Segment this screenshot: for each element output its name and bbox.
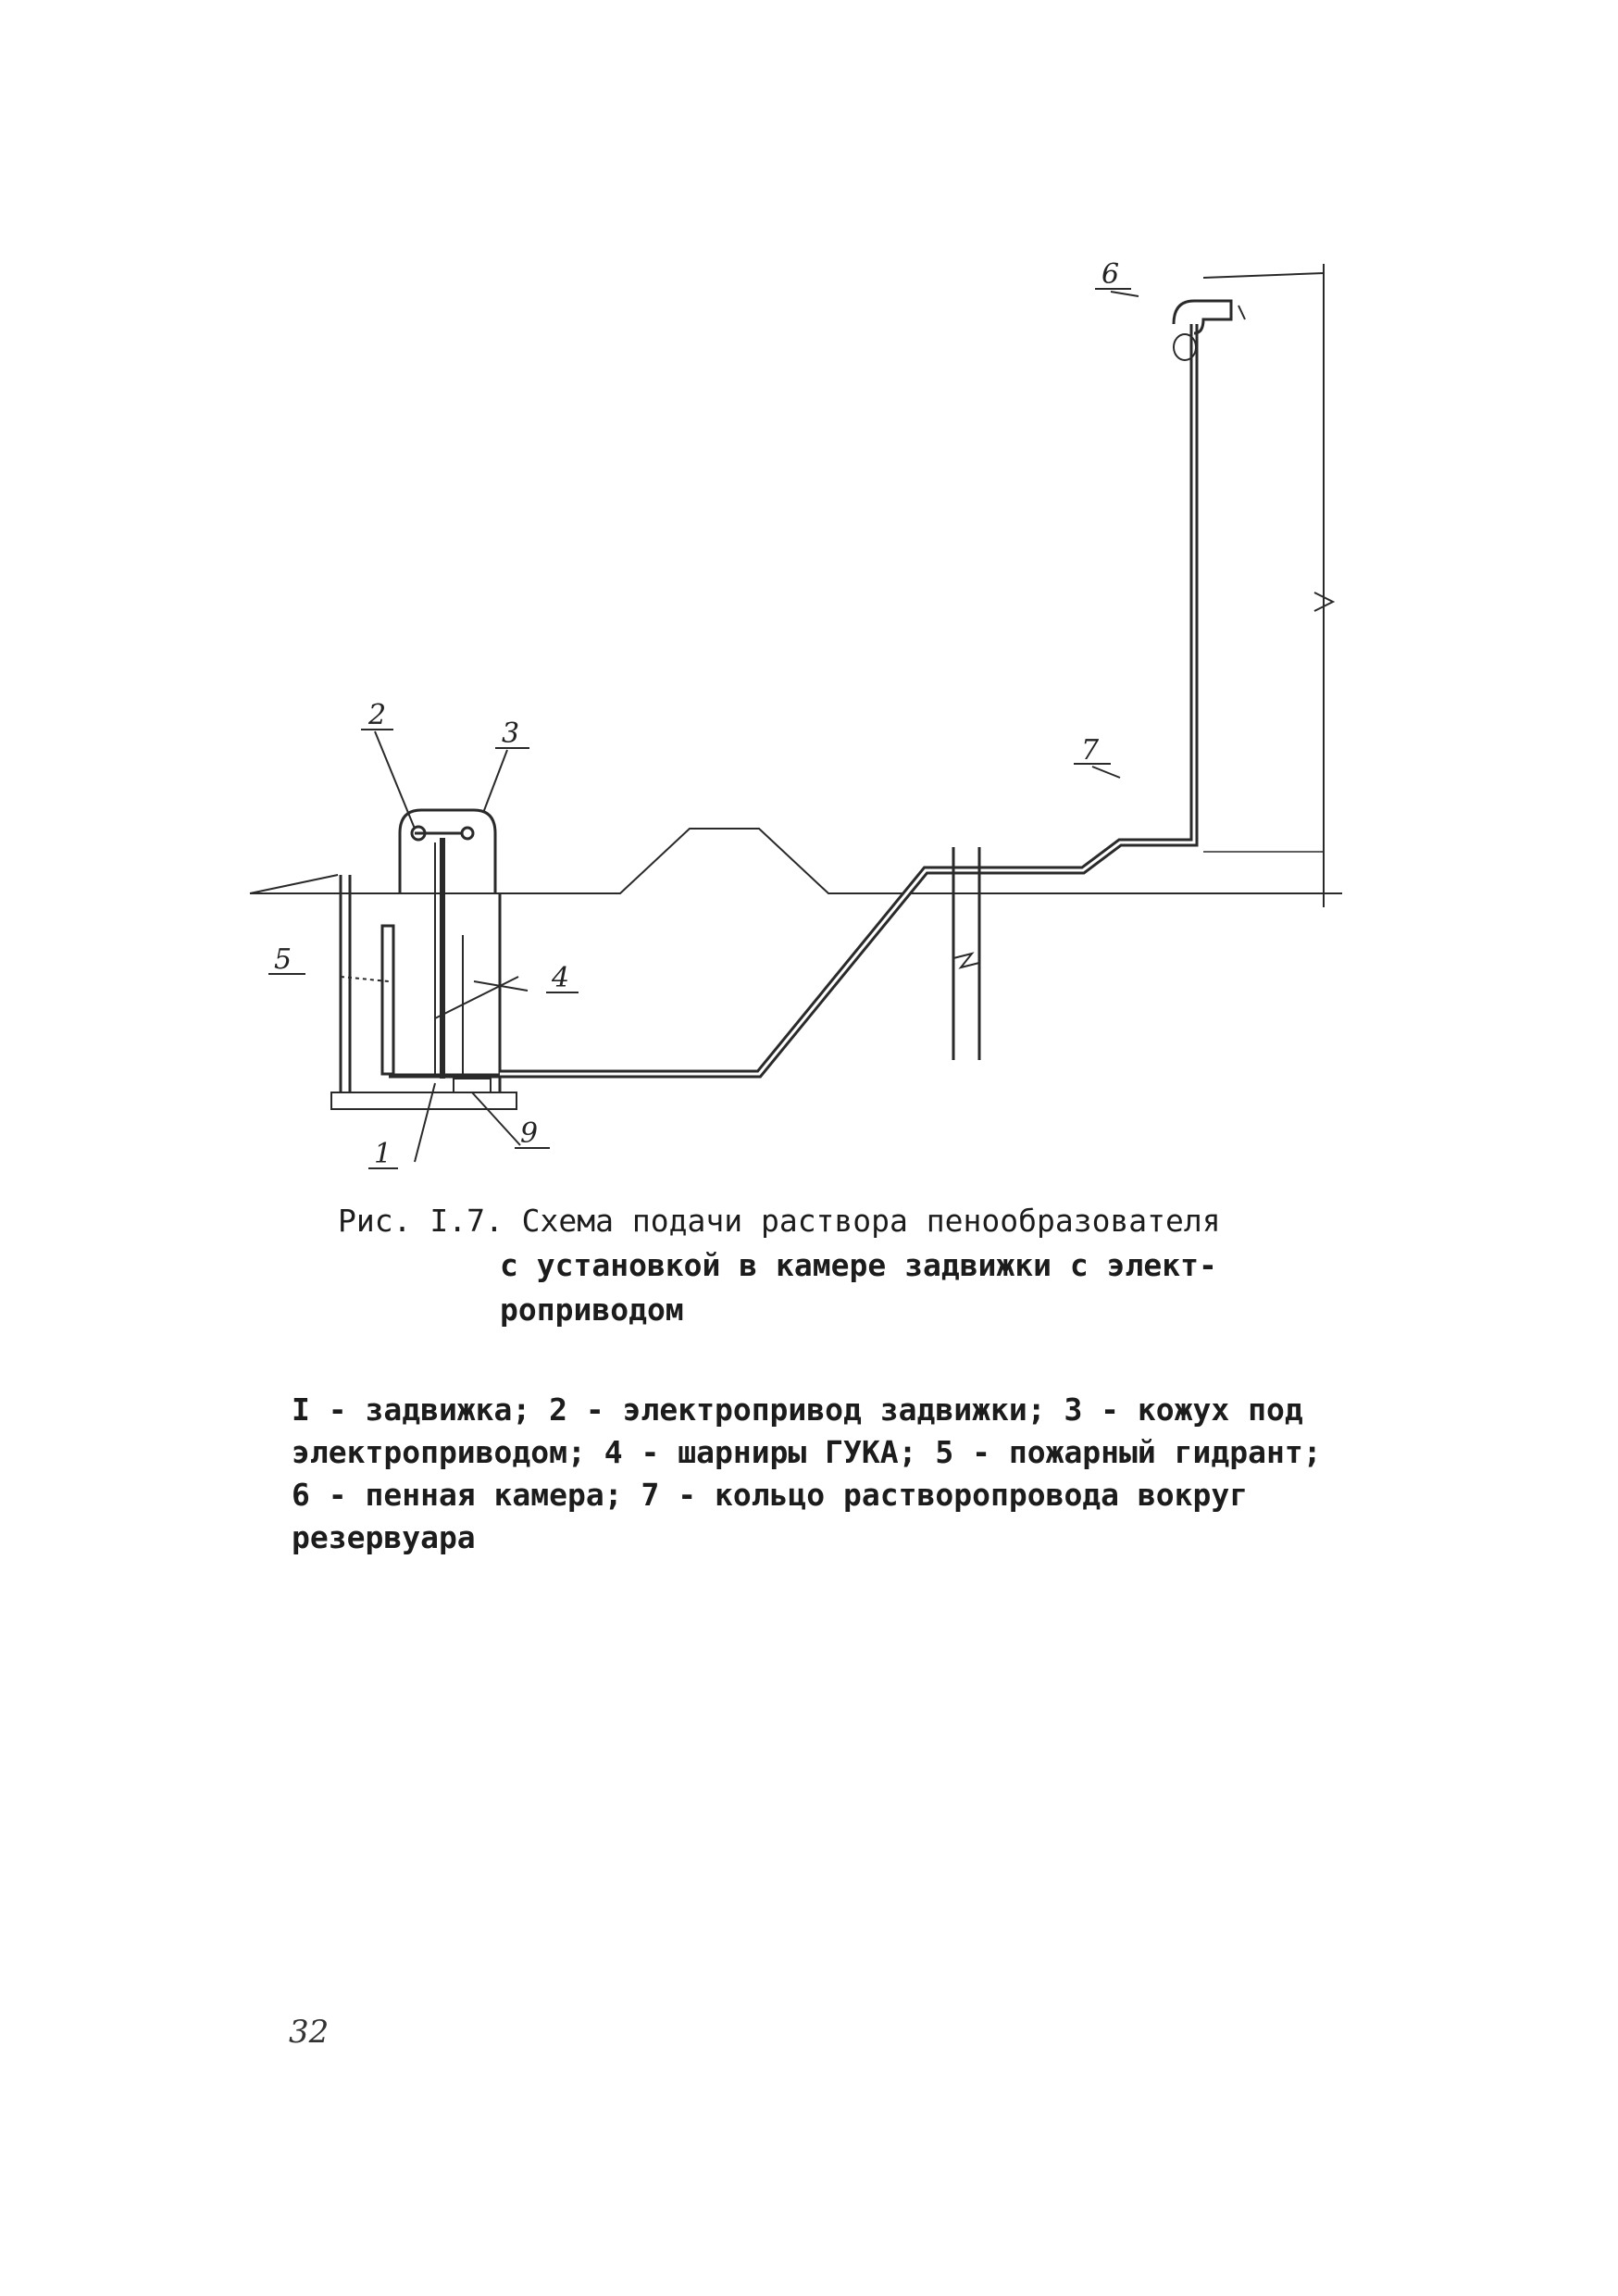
foam-chamber: [1174, 301, 1231, 333]
legend-line-2: электроприводом; 4 - шарниры ГУКА; 5 - пожарный гидрант;: [292, 1434, 1322, 1470]
label-2: 2: [368, 699, 387, 731]
label-4: 4: [552, 962, 570, 994]
label-9: 9: [520, 1117, 539, 1150]
label-1: 1: [374, 1138, 392, 1170]
caption-line-2: с установкой в камере задвижки с элект-: [500, 1247, 1217, 1283]
label-6: 6: [1101, 258, 1120, 291]
figure-caption: [338, 1199, 1263, 1332]
solution-pipeline: [500, 324, 1194, 1074]
legend-line-1: I - задвижка; 2 - электропривод задвижки; 3 - кожух под: [292, 1391, 1303, 1428]
hydrant: [382, 926, 393, 1074]
label-3: 3: [502, 718, 520, 750]
label-5: 5: [274, 943, 292, 976]
page-number: 32: [289, 2014, 330, 2051]
caption-line-1: Рис. I.7. Схема подачи раствора пенообразователя: [338, 1203, 1221, 1239]
drive-housing: [400, 810, 495, 893]
label-7: 7: [1081, 734, 1100, 767]
legend-line-3: 6 - пенная камера; 7 - кольцо растворопровода вокруг: [292, 1477, 1249, 1513]
legend-line-4: резервуара: [292, 1519, 476, 1555]
figure-legend: [292, 1389, 1322, 1559]
pipe-support: [953, 847, 979, 1060]
caption-line-3: роприводом: [500, 1292, 684, 1328]
